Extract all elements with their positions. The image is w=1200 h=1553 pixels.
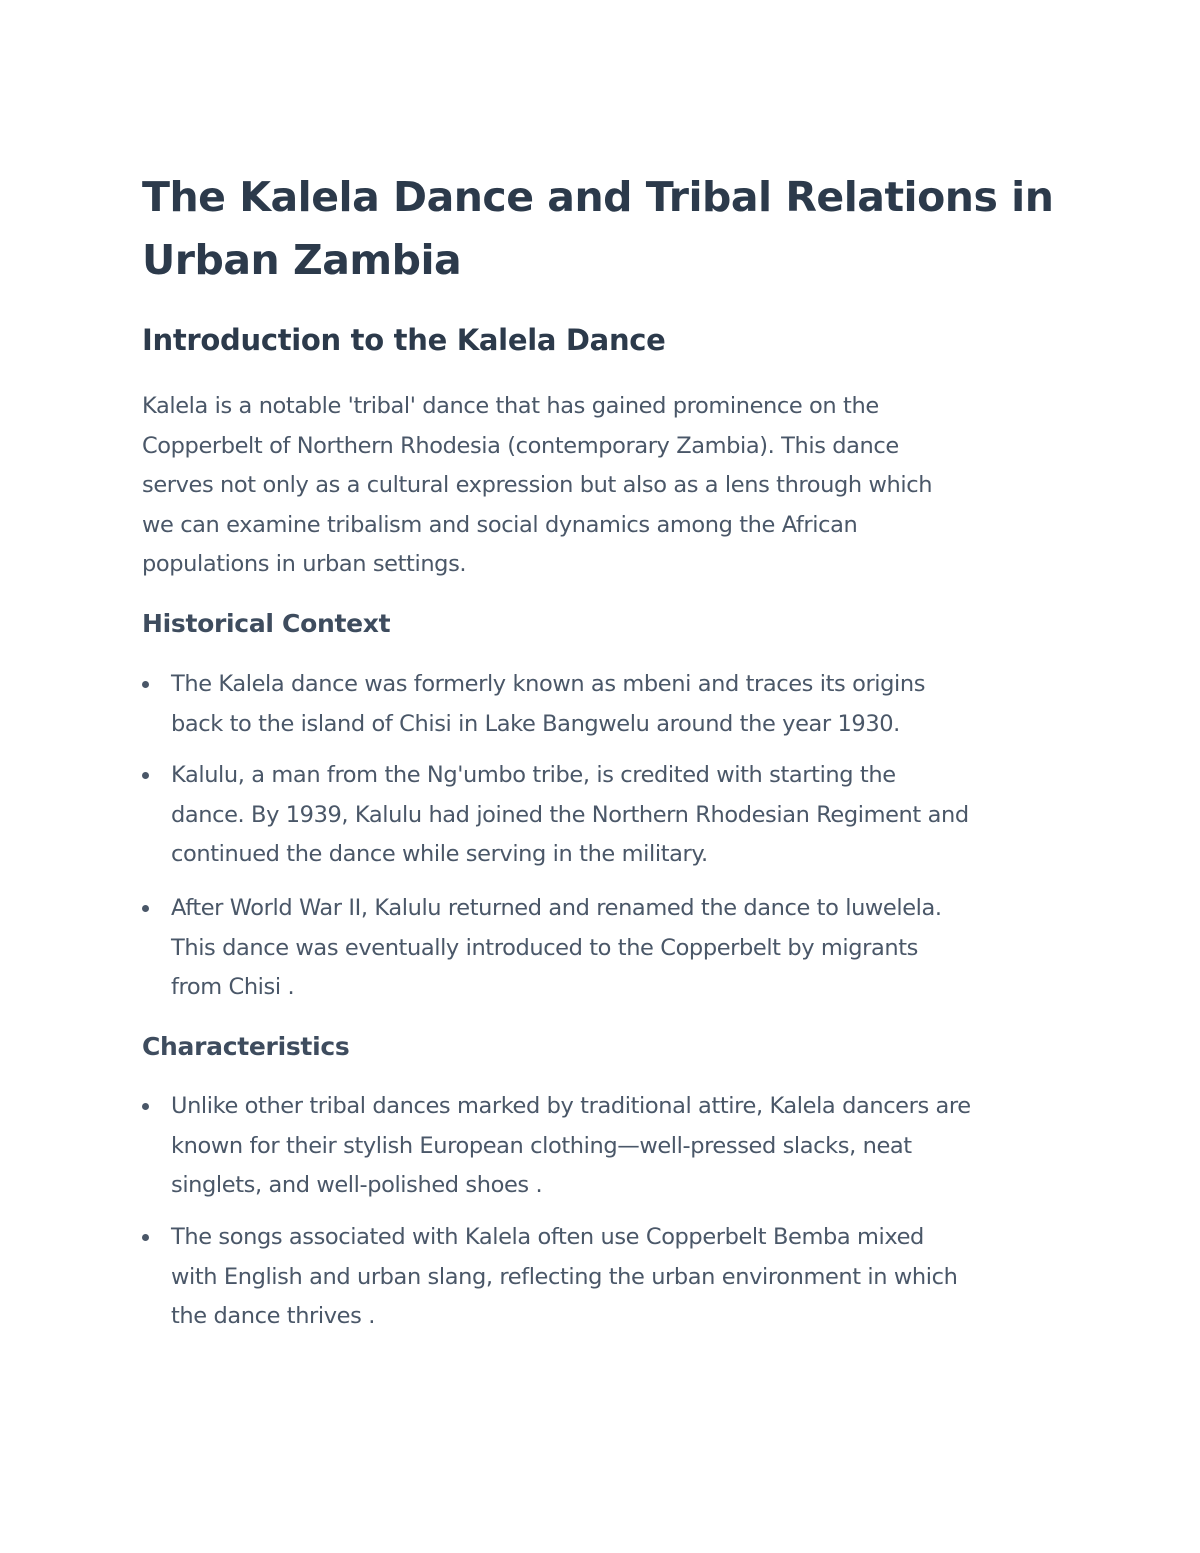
list-line: After World War II, Kalulu returned and renamed the dance to luwelela.	[171, 895, 942, 921]
list-item	[142, 889, 942, 1008]
paragraph-line: we can examine tribalism and social dynamics among the African	[142, 511, 858, 538]
list-line: with English and urban slang, reflecting the urban environment in which	[171, 1263, 958, 1290]
paragraph-line: populations in urban settings.	[142, 551, 467, 578]
historical-heading: Historical Context	[142, 609, 391, 638]
list-line: known for their stylish European clothing—well-pressed slacks, neat	[171, 1132, 912, 1159]
list-item	[142, 665, 925, 744]
bullet-icon	[142, 1103, 149, 1110]
list-line: The Kalela dance was formerly known as mbeni and traces its origins	[171, 671, 926, 697]
title-line: The Kalela Dance and Tribal Relations in	[142, 173, 1054, 221]
title-line: Urban Zambia	[142, 236, 462, 284]
list-line: the dance thrives .	[171, 1303, 375, 1330]
list-item	[142, 1218, 957, 1337]
paragraph-line: Kalela is a notable 'tribal' dance that has gained prominence on the	[142, 393, 879, 419]
document-title	[142, 166, 1053, 292]
bullet-icon	[142, 905, 149, 912]
section-heading: Introduction to the Kalela Dance	[142, 323, 666, 357]
list-item	[142, 1087, 971, 1206]
list-line: dance. By 1939, Kalulu had joined the Northern Rhodesian Regiment and	[171, 801, 969, 828]
bullet-icon	[142, 1234, 149, 1241]
list-line: back to the island of Chisi in Lake Bangwelu around the year 1930.	[171, 710, 900, 737]
characteristics-heading: Characteristics	[142, 1032, 350, 1061]
list-line: Unlike other tribal dances marked by traditional attire, Kalela dancers are	[171, 1093, 971, 1119]
list-line: The songs associated with Kalela often use Copperbelt Bemba mixed	[171, 1224, 924, 1250]
list-line: singlets, and well-polished shoes .	[171, 1172, 543, 1199]
bullet-icon	[142, 772, 149, 779]
list-line: This dance was eventually introduced to the Copperbelt by migrants	[171, 934, 918, 961]
list-line: Kalulu, a man from the Ng'umbo tribe, is credited with starting the	[171, 762, 896, 788]
list-item	[142, 756, 969, 875]
list-line: from Chisi .	[171, 974, 295, 1001]
list-line: continued the dance while serving in the military.	[171, 841, 708, 868]
paragraph-line: Copperbelt of Northern Rhodesia (contemporary Zambia). This dance	[142, 432, 899, 459]
intro-paragraph	[142, 387, 932, 585]
bullet-icon	[142, 681, 149, 688]
paragraph-line: serves not only as a cultural expression but also as a lens through which	[142, 472, 933, 499]
